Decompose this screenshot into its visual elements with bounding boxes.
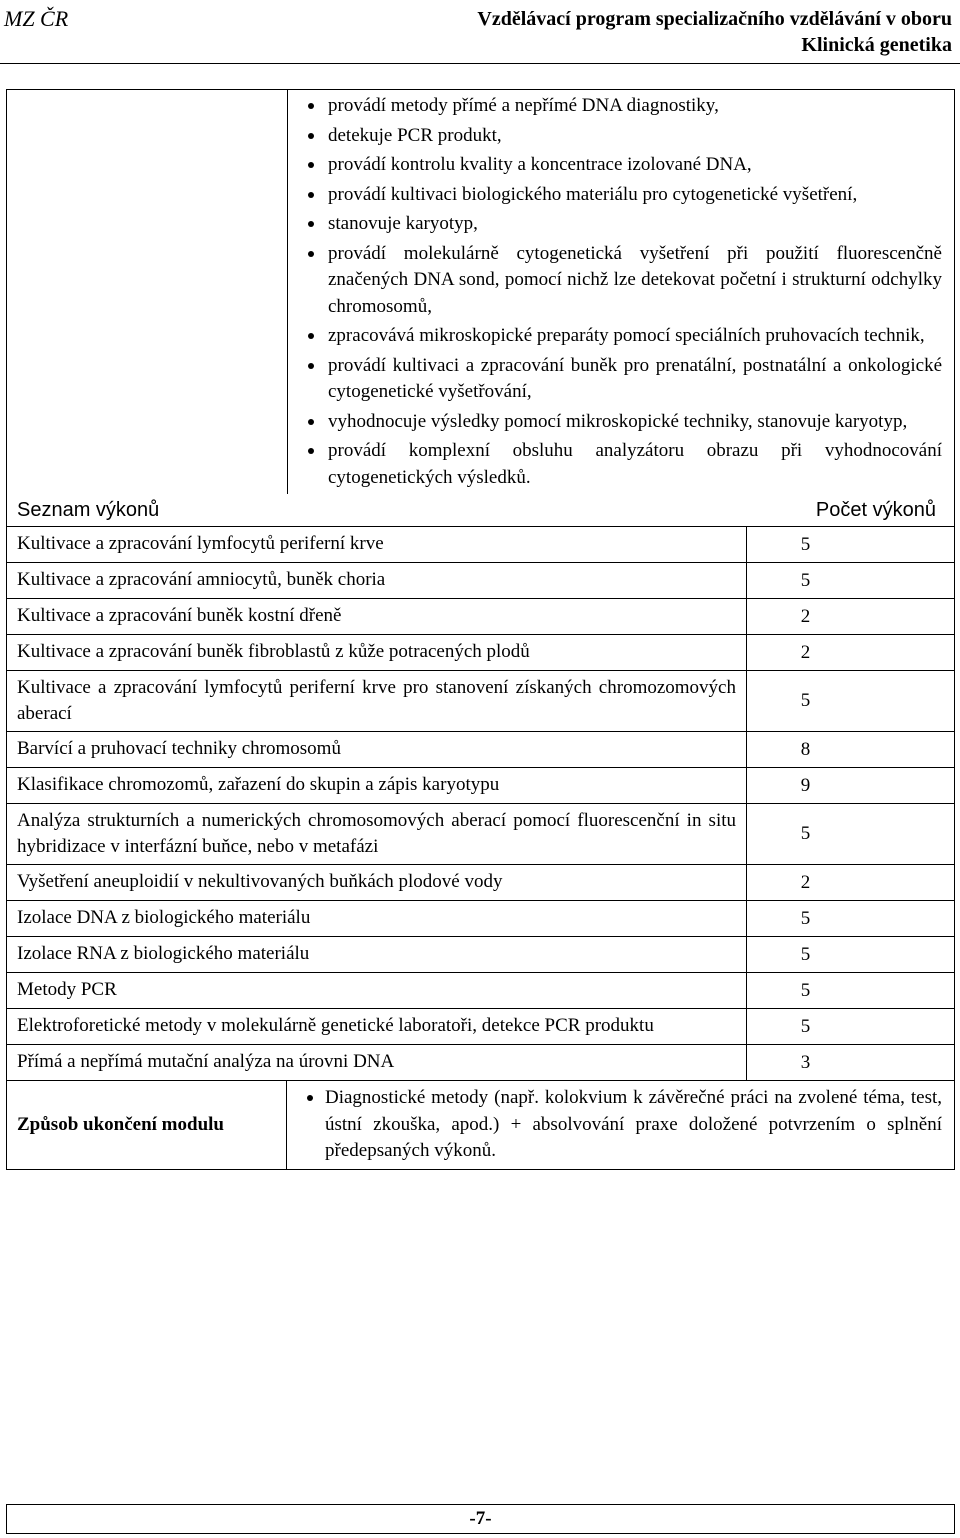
skill-item: provádí komplexní obsluhu analyzátoru obrazu při vyhodnocování cytogenetických výsledků. — [306, 438, 942, 491]
performance-row — [7, 598, 954, 634]
skill-item: detekuje PCR produkt, — [306, 123, 942, 150]
ending-row — [7, 1080, 954, 1169]
skill-item: provádí kontrolu kvality a koncentrace izolované DNA, — [306, 152, 942, 179]
performance-row — [7, 900, 954, 936]
performances-count-title: Počet výkonů — [815, 498, 936, 521]
performance-count: 5 — [800, 1015, 811, 1037]
skill-item: provádí molekulárně cytogenetická vyšetření při použití fluorescenčně značených DNA sond, pomocí nichž lze detekovat početní i strukturní odchylky chromosomů, — [306, 241, 942, 321]
performance-name: Kultivace a zpracování amniocytů, buněk choria — [7, 563, 747, 598]
module-table — [6, 89, 955, 1170]
performance-row — [7, 972, 954, 1008]
performance-count: 2 — [800, 871, 811, 893]
performance-name: Kultivace a zpracování lymfocytů periferní krve pro stanovení získaných chromozomových aberací — [7, 671, 747, 731]
performance-row — [7, 562, 954, 598]
performance-count: 5 — [800, 823, 811, 844]
ending-text: Diagnostické metody (např. kolokvium k závěrečné práci na zvolené téma, test, ústní zkouška, apod.) + absolvování praxe doložené potvrzením o splnění předepsaných výkonů. — [305, 1085, 942, 1165]
skill-item: provádí metody přímé a nepřímé DNA diagnostiky, — [306, 93, 942, 120]
skill-item: stanovuje karyotyp, — [306, 211, 942, 238]
performance-name: Vyšetření aneuploidií v nekultivovaných buňkách plodové vody — [7, 865, 747, 900]
ending-cell — [287, 1081, 954, 1169]
header-title-line1: Vzdělávací program specializačního vzdělávání v oboru — [477, 8, 952, 30]
performances-header — [7, 494, 954, 526]
performance-name: Analýza strukturních a numerických chromosomových aberací pomocí fluorescenční in situ hybridizace v interfázní buňce, nebo v metafázi — [7, 804, 747, 864]
performance-name: Klasifikace chromozomů, zařazení do skupin a zápis karyotypu — [7, 768, 747, 803]
performance-name: Kultivace a zpracování buněk kostní dřeně — [7, 599, 747, 634]
performance-row — [7, 767, 954, 803]
performance-count: 5 — [800, 690, 811, 711]
page-number: -7- — [6, 1504, 955, 1534]
performance-count: 5 — [800, 533, 811, 555]
performance-row — [7, 670, 954, 731]
performance-name: Kultivace a zpracování lymfocytů periferní krve — [7, 527, 747, 562]
performances-title: Seznam výkonů — [17, 498, 160, 521]
performance-name: Přímá a nepřímá mutační analýza na úrovni DNA — [7, 1045, 747, 1080]
page-header — [0, 0, 960, 64]
performance-name: Metody PCR — [7, 973, 747, 1008]
performance-count: 2 — [800, 641, 811, 663]
skill-item: zpracovává mikroskopické preparáty pomocí speciálních pruhovacích technik, — [306, 323, 942, 350]
performance-count: 3 — [800, 1051, 811, 1073]
performance-count: 5 — [800, 907, 811, 929]
performance-name: Barvící a pruhovací techniky chromosomů — [7, 732, 747, 767]
skills-list — [306, 93, 942, 491]
header-ministry: MZ ČR — [4, 6, 69, 31]
header-program-title — [477, 6, 952, 58]
performance-name: Izolace RNA z biologického materiálu — [7, 937, 747, 972]
performance-name: Elektroforetické metody v molekulárně genetické laboratoři, detekce PCR produktu — [7, 1009, 747, 1044]
performance-count: 8 — [800, 738, 811, 760]
performance-count: 5 — [800, 979, 811, 1001]
skills-label-cell — [7, 90, 288, 494]
performance-row — [7, 634, 954, 670]
performance-row — [7, 864, 954, 900]
ending-label: Způsob ukončení modulu — [7, 1081, 287, 1169]
header-title-line2: Klinická genetika — [801, 34, 952, 56]
skills-row — [7, 90, 954, 494]
performance-row — [7, 1044, 954, 1080]
skills-list-cell — [288, 90, 954, 494]
skill-item: provádí kultivaci biologického materiálu pro cytogenetické vyšetření, — [306, 182, 942, 209]
skill-item: vyhodnocuje výsledky pomocí mikroskopické techniky, stanovuje karyotyp, — [306, 409, 942, 436]
performance-name: Kultivace a zpracování buněk fibroblastů z kůže potracených plodů — [7, 635, 747, 670]
performances-rows — [7, 526, 954, 1080]
skill-item: provádí kultivaci a zpracování buněk pro prenatální, postnatální a onkologické cytogenetické vyšetřování, — [306, 353, 942, 406]
performance-row — [7, 526, 954, 562]
performance-row — [7, 936, 954, 972]
performance-count: 9 — [800, 774, 811, 796]
performance-count: 5 — [800, 943, 811, 965]
performance-count: 5 — [800, 569, 811, 591]
performance-row — [7, 1008, 954, 1044]
performance-name: Izolace DNA z biologického materiálu — [7, 901, 747, 936]
performance-count: 2 — [800, 605, 811, 627]
performance-row — [7, 731, 954, 767]
performance-row — [7, 803, 954, 864]
